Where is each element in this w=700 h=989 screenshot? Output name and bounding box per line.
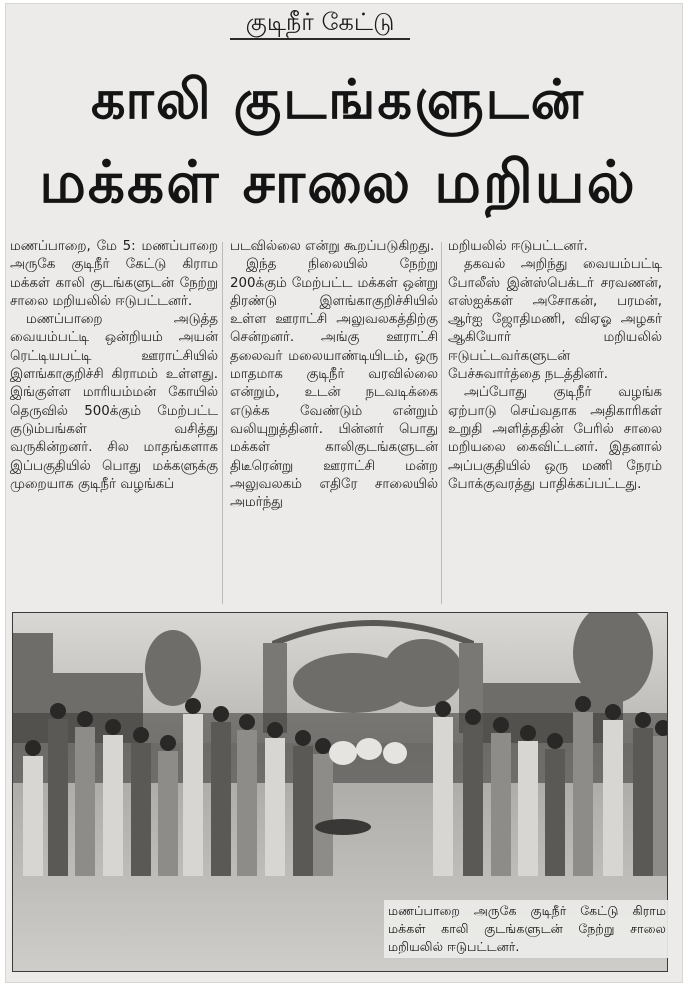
crowd-person-head [25, 740, 41, 756]
crowd-person-body [237, 730, 257, 876]
crowd-person-body [463, 725, 483, 876]
crowd-person-body [265, 738, 285, 876]
crowd-person-head [160, 735, 176, 751]
crowd-person-body [23, 756, 43, 876]
article-column-3 [448, 238, 662, 494]
article-column-2 [230, 238, 438, 512]
column-3-paragraph-3: அப்போது குடிநீர் வழங்க ஏற்பாடு செய்வதாக அதிகாரிகள் உறுதி அளித்ததின் பேரில் சாலை மறியலை கைவிட்டனர். இதனால் அப்பகுதியில் ஒரு மணி நேரம் போக்குவரத்து பாதிக்கப்பட்டது. [448, 385, 662, 492]
column-3-paragraph-2: தகவல் அறிந்து வையம்பட்டி போலீஸ் இன்ஸ்பெக்டர் சரவணன், எஸ்ஐக்கள் அசோகன், பரமன், ஆர்ஐ ஜோதிமணி, விஏஓ அழகர் ஆகியோர் மறியலில் ஈடுபட்டவர்களுடன் பேச்சுவார்த்தை நடத்தினர். [448, 257, 662, 383]
crowd-person-body [633, 728, 653, 876]
crowd-person-head [605, 704, 621, 720]
column-2-paragraph-1: படவில்லை என்று கூறப்படுகிறது. [230, 239, 435, 254]
crowd-person-head [105, 719, 121, 735]
kicker: குடிநீர் கேட்டு [230, 6, 411, 40]
crowd-person-head [50, 703, 66, 719]
photo-caption: மணப்பாறை அருகே குடிநீர் கேட்டு கிராம மக்கள் காலி குடங்களுடன் நேற்று சாலை மறியலில் ஈடுபட்டனர். [384, 900, 670, 958]
crowd-person-head [239, 714, 255, 730]
crowd-person-body [545, 749, 565, 876]
crowd-person-body [103, 735, 123, 876]
headline-line-2: மக்கள் சாலை மறியல் [39, 148, 637, 216]
crowd-person-head [295, 730, 311, 746]
crowd-person-body [518, 741, 538, 876]
crowd-person-body [491, 733, 511, 876]
crowd-person-body [183, 714, 203, 876]
crowd-person-body [603, 720, 623, 876]
crowd-person-head [435, 701, 451, 717]
crowd-person-body [211, 722, 231, 876]
headline-line-1: காலி குடங்களுடன் [90, 68, 586, 131]
crowd-person-head [520, 725, 536, 741]
crowd-person-body [313, 754, 333, 876]
crowd-person-head [213, 706, 229, 722]
crowd-person-head [315, 738, 331, 754]
crowd-person-head [77, 711, 93, 727]
column-2-paragraph-2: இந்த நிலையில் நேற்று 200க்கும் மேற்பட்ட மக்கள் ஒன்று திரண்டு இளங்காகுறிச்சியில் உள்ள ஊராட்சி அலுவலகத்திற்கு சென்றனர். அங்கு ஊராட்சி தலைவர் மலையாண்டியிடம், ஒரு மாதமாக குடிநீர் வரவில்லை என்றும், உடன் நடவடிக்கை எடுக்க வேண்டும் என்றும் வலியுறுத்தினர். பின்னர் பொது மக்கள் காலிகுடங்களுடன் திடீரென்று ஊராட்சி மன்ற அலுவலகம் எதிரே சாலையில் அமர்ந்து [230, 257, 438, 511]
crowd-person-body [75, 727, 95, 876]
crowd-person-body [293, 746, 313, 876]
crowd-person-body [158, 751, 178, 876]
crowd-person-head [465, 709, 481, 725]
column-1-paragraph-1: மணப்பாறை, மே 5: மணப்பாறை அருகே குடிநீர் கேட்டு கிராம மக்கள் காலி குடங்களுடன் நேற்று சாலை மறியலில் ஈடுபட்டனர். [10, 239, 218, 309]
crowd-person-body [48, 719, 68, 876]
crowd-person-head [635, 712, 651, 728]
crowd-person-body [131, 743, 151, 876]
article-column-1 [10, 238, 218, 494]
crowd-person-head [493, 717, 509, 733]
crowd-person-body [573, 712, 593, 876]
crowd-person-head [267, 722, 283, 738]
crowd-person-body [653, 736, 667, 876]
kicker-box [200, 6, 440, 46]
column-divider [222, 242, 223, 604]
column-3-paragraph-1: மறியலில் ஈடுபட்டனர். [448, 239, 588, 254]
crowd-person-head [547, 733, 563, 749]
crowd-person-head [185, 698, 201, 714]
crowd-person-head [133, 727, 149, 743]
crowd-person-body [433, 717, 453, 876]
crowd-person-head [575, 696, 591, 712]
column-1-paragraph-2: மணப்பாறை அடுத்த வையம்பட்டி ஒன்றியம் அயன் ரெட்டியபட்டி ஊராட்சியில் இளங்காகுறிச்சி கிராமம் உள்ளது. இங்குள்ள மாரியம்மன் கோயில் தெருவில் 500க்கும் மேற்பட்ட குடும்பங்கள் வசித்து வருகின்றனர். சில மாதங்களாக இப்பகுதியில் பொது மக்களுக்கு முறையாக குடிநீர் வழங்கப் [10, 312, 218, 492]
column-divider [441, 242, 442, 604]
